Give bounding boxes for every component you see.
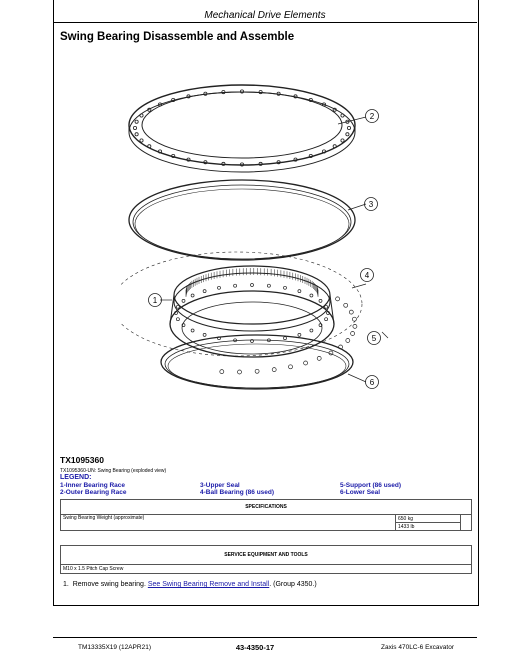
callout-6 bbox=[366, 376, 379, 389]
ball-bearing bbox=[289, 365, 293, 369]
section-title: Swing Bearing Disassemble and Assemble bbox=[60, 31, 295, 43]
ball-bearing bbox=[344, 303, 348, 307]
svg-text:5: 5 bbox=[371, 334, 377, 343]
figure-caption: TX1095360-UN: Swing Bearing (exploded view) bbox=[60, 468, 167, 474]
header-divider bbox=[53, 22, 477, 23]
step-number: 1. bbox=[63, 581, 69, 588]
ball-bearing bbox=[272, 368, 276, 372]
bolt-hole bbox=[319, 299, 322, 302]
bolt-hole bbox=[234, 284, 237, 287]
svg-text:3: 3 bbox=[368, 200, 374, 209]
bolt-hole bbox=[298, 290, 301, 293]
lower-seal bbox=[161, 335, 353, 389]
bolt-hole bbox=[191, 294, 194, 297]
callout-2 bbox=[366, 110, 379, 123]
bolt-hole bbox=[325, 305, 328, 308]
bolt-hole bbox=[325, 318, 328, 321]
ball-bearing bbox=[352, 317, 356, 321]
bolt-hole bbox=[346, 133, 349, 136]
spec-item: Swing Bearing Weight (approximate) bbox=[61, 515, 396, 531]
bolt-hole bbox=[251, 284, 254, 287]
ball-bearing bbox=[255, 369, 259, 373]
callout-1 bbox=[149, 294, 162, 307]
bolt-hole bbox=[310, 294, 313, 297]
ball-bearing bbox=[349, 310, 353, 314]
step-suffix: . (Group 4350.) bbox=[269, 581, 317, 588]
spec-value-imperial: 1433 lb bbox=[396, 523, 461, 531]
legend-title: LEGEND: bbox=[60, 474, 92, 481]
legend-item-inner-race: 1-Inner Bearing Race bbox=[60, 482, 126, 489]
legend-item-upper-seal: 3-Upper Seal bbox=[200, 482, 240, 489]
bolt-hole bbox=[267, 284, 270, 287]
bolt-hole bbox=[140, 139, 143, 142]
bolt-hole bbox=[182, 299, 185, 302]
bolt-hole bbox=[310, 329, 313, 332]
ball-bearing bbox=[346, 339, 350, 343]
callout-5 bbox=[368, 332, 381, 345]
bolt-hole bbox=[284, 286, 287, 289]
bolt-hole bbox=[341, 139, 344, 142]
service-tool-item: M10 x 1.5 Pitch Cap Screw bbox=[61, 565, 472, 574]
bolt-hole bbox=[133, 126, 136, 129]
bolt-hole bbox=[341, 114, 344, 117]
bolt-hole bbox=[176, 305, 179, 308]
inner-bearing-race bbox=[170, 266, 334, 357]
legend-item-support: 5-Support (86 used) bbox=[340, 482, 402, 489]
svg-text:4: 4 bbox=[364, 271, 370, 280]
bolt-hole bbox=[135, 133, 138, 136]
ball-bearing bbox=[238, 370, 242, 374]
service-tools-table bbox=[60, 545, 472, 574]
bolt-hole bbox=[347, 126, 350, 129]
bolt-hole bbox=[140, 114, 143, 117]
callout-4 bbox=[361, 269, 374, 282]
callout-3 bbox=[365, 198, 378, 211]
step-1 bbox=[63, 581, 317, 588]
spec-value-metric: 650 kg bbox=[396, 515, 461, 523]
bolt-hole bbox=[176, 318, 179, 321]
step-link[interactable]: See Swing Bearing Remove and Install bbox=[147, 581, 270, 588]
footer-divider bbox=[53, 637, 477, 638]
page-header-title: Mechanical Drive Elements bbox=[204, 10, 326, 21]
ball-bearing bbox=[351, 332, 355, 336]
figure-id: TX1095360 bbox=[60, 455, 104, 465]
ball-bearing bbox=[317, 356, 321, 360]
legend-item-outer-race: 2-Outer Bearing Race bbox=[60, 489, 127, 496]
svg-text:2: 2 bbox=[369, 112, 375, 121]
ball-bearing bbox=[336, 297, 340, 301]
ball-bearing bbox=[353, 324, 357, 328]
bolt-hole bbox=[135, 120, 138, 123]
svg-text:6: 6 bbox=[369, 378, 375, 387]
step-text: Remove swing bearing. bbox=[72, 581, 146, 588]
bolt-hole bbox=[203, 333, 206, 336]
service-tools-header: SERVICE EQUIPMENT AND TOOLS bbox=[61, 546, 472, 565]
ball-bearing bbox=[220, 370, 224, 374]
outer-bearing-race bbox=[129, 85, 355, 172]
upper-seal bbox=[129, 180, 355, 260]
footer-page-number: 43-4350-17 bbox=[235, 643, 275, 652]
footer-model: Zaxis 470LC-6 Excavator bbox=[381, 644, 454, 651]
legend-item-ball-bearing: 4-Ball Bearing (86 used) bbox=[200, 489, 275, 496]
svg-text:1: 1 bbox=[152, 296, 158, 305]
bolt-hole bbox=[298, 333, 301, 336]
bolt-hole bbox=[284, 337, 287, 340]
ball-bearing bbox=[304, 361, 308, 365]
bolt-hole bbox=[191, 329, 194, 332]
legend-item-lower-seal: 6-Lower Seal bbox=[340, 489, 381, 496]
specifications-table bbox=[60, 499, 472, 531]
footer-document-id: TM13335X19 (12APR21) bbox=[78, 644, 151, 651]
bolt-hole bbox=[218, 286, 221, 289]
bolt-hole bbox=[203, 290, 206, 293]
swing-bearing-exploded-illustration bbox=[120, 62, 390, 397]
specifications-header: SPECIFICATIONS bbox=[61, 500, 472, 515]
